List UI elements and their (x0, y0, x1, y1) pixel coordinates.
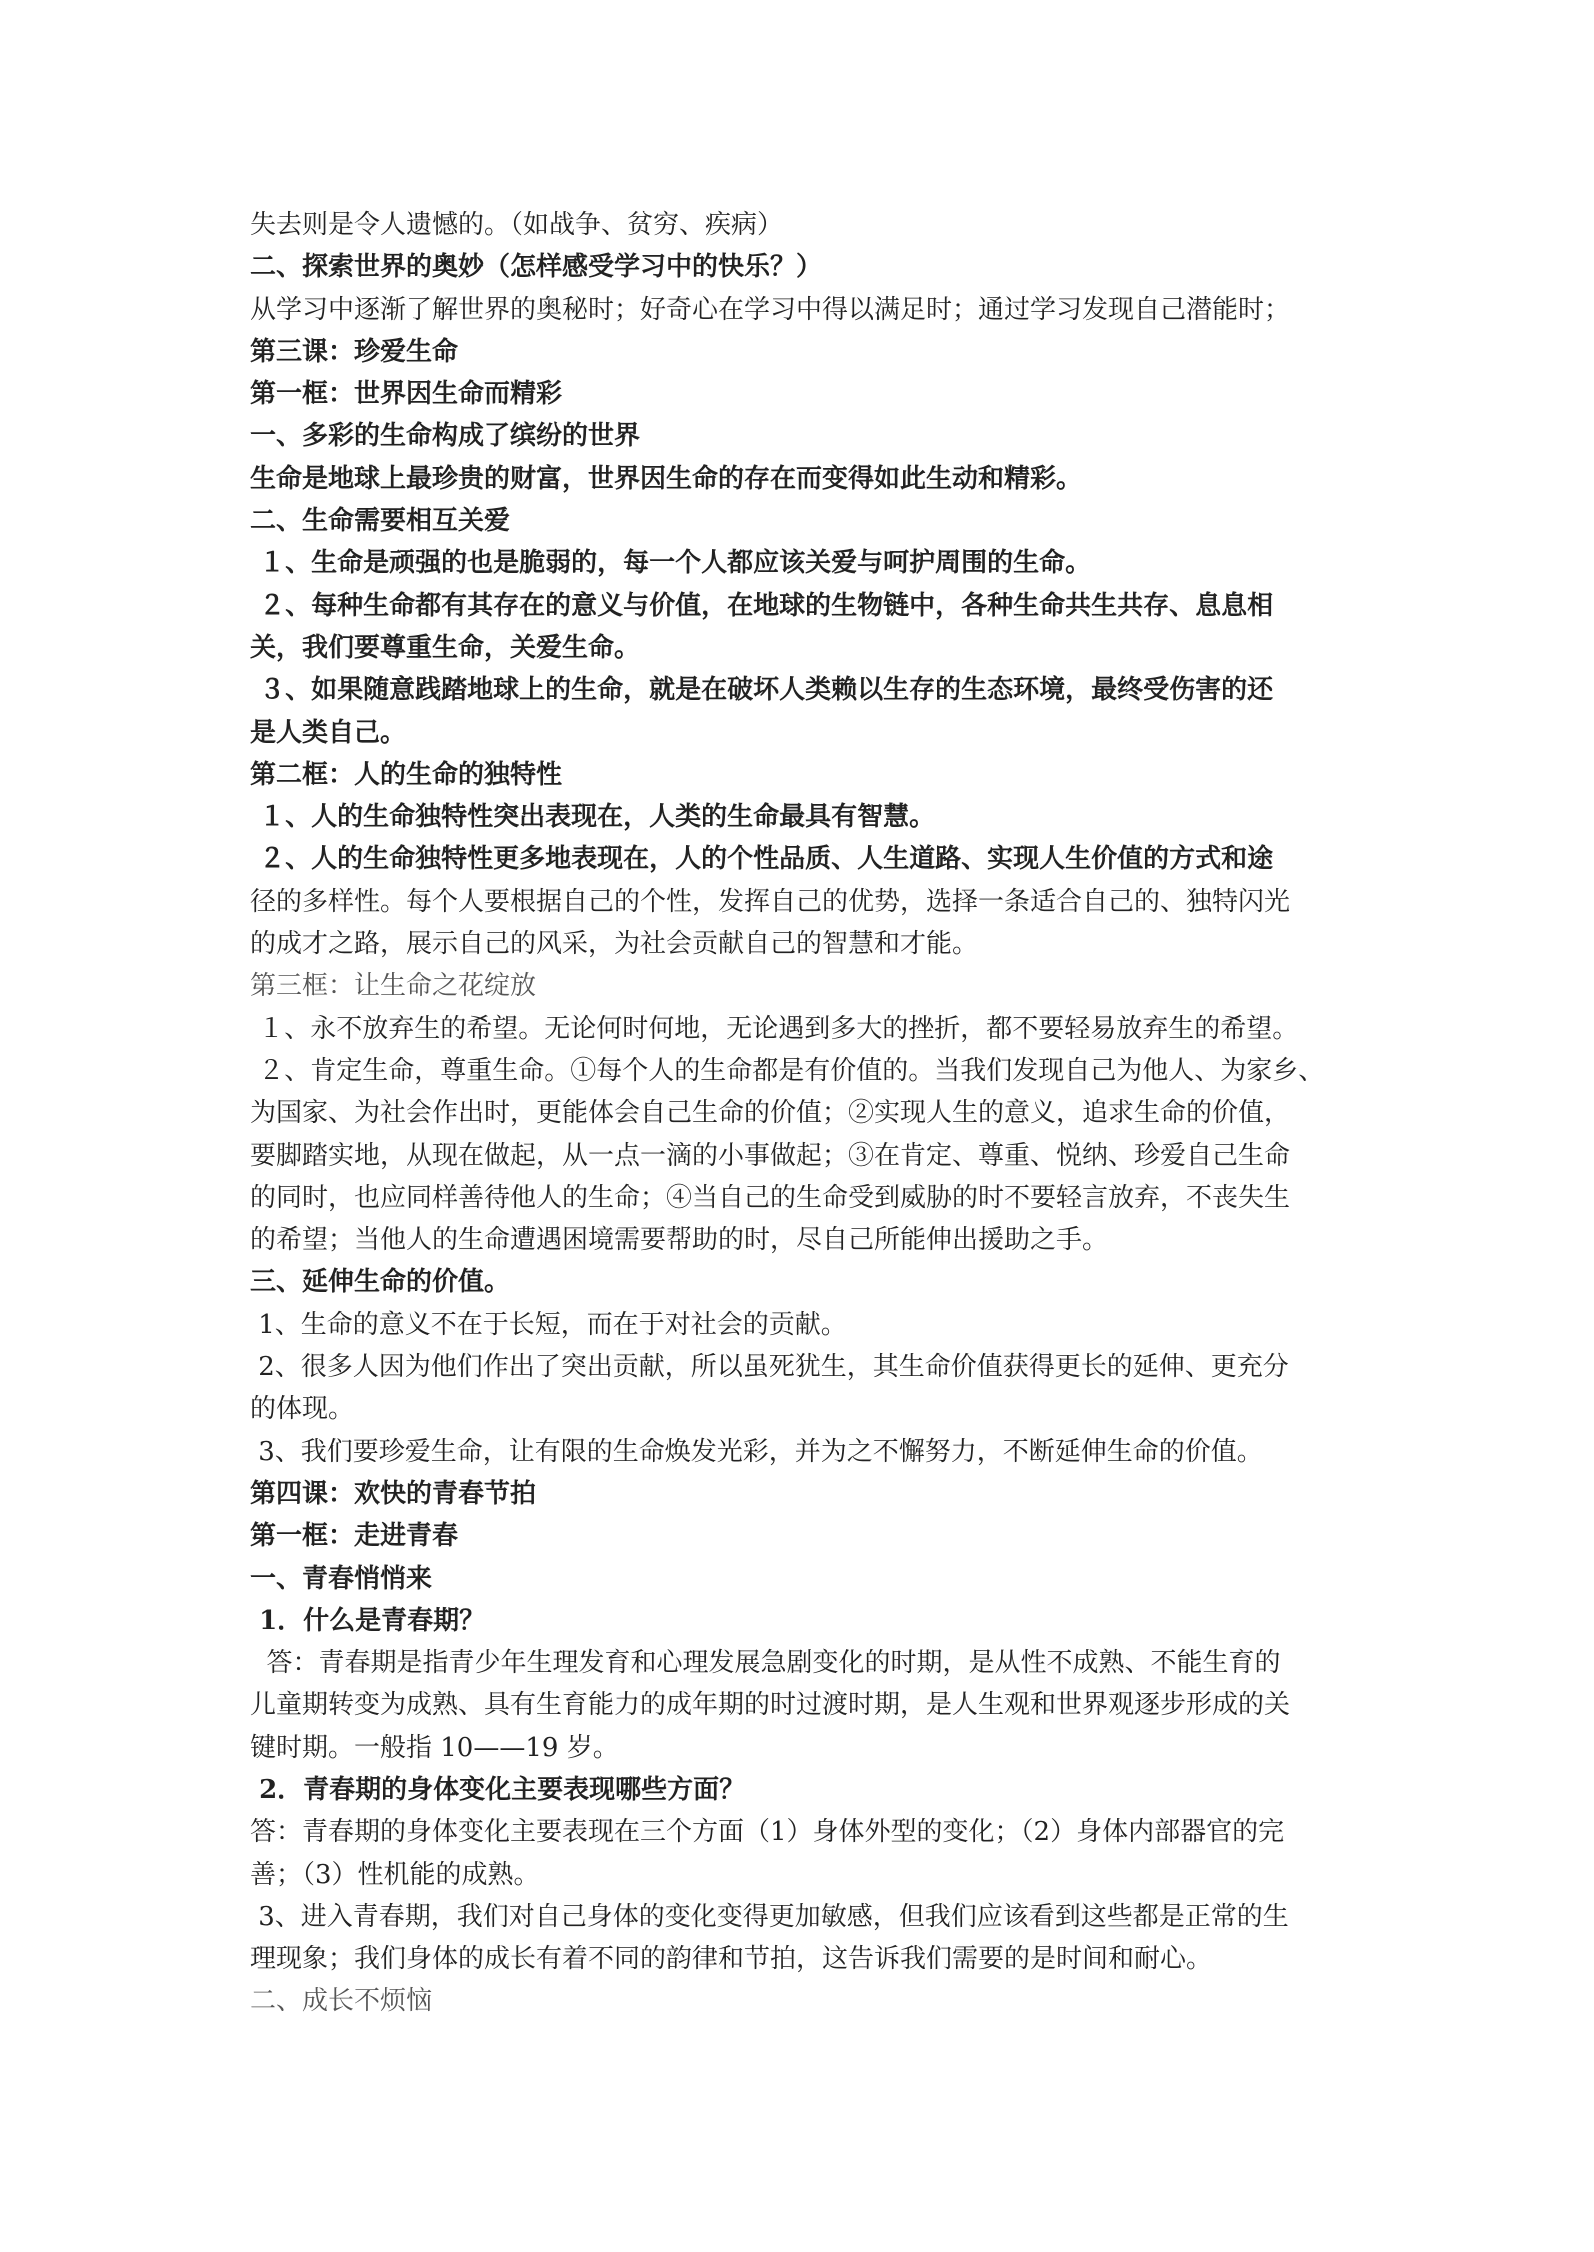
text-line: 儿童期转变为成熟、具有生育能力的成年期的时过渡时期，是人生观和世界观逐步形成的关 (250, 1690, 1291, 1721)
text-line: 一、多彩的生命构成了缤纷的世界 (250, 421, 641, 452)
text-line: 1、生命的意义不在于长短，而在于对社会的贡献。 (250, 1309, 847, 1340)
text-line: 二、成长不烦恼 (250, 1986, 433, 2017)
text-line: 的成才之路，展示自己的风采，为社会贡献自己的智慧和才能。 (250, 929, 979, 960)
text-line: 2、很多人因为他们作出了突出贡献，所以虽死犹生，其生命价值获得更长的延伸、更充分 (250, 1352, 1289, 1383)
document-body (250, 204, 1360, 2023)
text-line: 第一框：世界因生命而精彩 (250, 379, 563, 410)
text-line: 的希望；当他人的生命遭遇困境需要帮助的时，尽自己所能伸出援助之手。 (250, 1225, 1109, 1256)
text-line: ２、人的生命独特性更多地表现在，人的个性品质、人生道路、实现人生价值的方式和途 (250, 844, 1274, 875)
text-line: １、生命是顽强的也是脆弱的，每一个人都应该关爱与呵护周围的生命。 (250, 548, 1092, 579)
text-line: ２、肯定生命，尊重生命。①每个人的生命都是有价值的。当我们发现自己为他人、为家乡、 (250, 1055, 1325, 1086)
text-line: ２、每种生命都有其存在的意义与价值，在地球的生物链中，各种生命共生共存、息息相 (250, 590, 1274, 621)
text-line: 善；（3）性机能的成熟。 (250, 1859, 540, 1890)
text-line: 二、探索世界的奥妙（怎样感受学习中的快乐？） (250, 252, 823, 283)
text-line: 的同时，也应同样善待他人的生命；④当自己的生命受到威胁的时不要轻言放弃，不丧失生 (250, 1182, 1291, 1213)
text-line: 径的多样性。每个人要根据自己的个性，发挥自己的优势，选择一条适合自己的、独特闪光 (250, 886, 1291, 917)
text-line: 是人类自己。 (250, 717, 407, 748)
text-line: 3、我们要珍爱生命，让有限的生命焕发光彩，并为之不懈努力，不断延伸生命的价值。 (250, 1436, 1263, 1467)
text-line: 3、进入青春期，我们对自己身体的变化变得更加敏感，但我们应该看到这些都是正常的生 (250, 1901, 1289, 1932)
text-line: 第三框：让生命之花绽放 (250, 971, 537, 1002)
text-line: 理现象；我们身体的成长有着不同的韵律和节拍，这告诉我们需要的是时间和耐心。 (250, 1944, 1213, 1975)
text-line: ３、如果随意践踏地球上的生命，就是在破坏人类赖以生存的生态环境，最终受伤害的还 (250, 675, 1274, 706)
text-line: 第三课：珍爱生命 (250, 336, 459, 367)
text-line: 从学习中逐渐了解世界的奥秘时；好奇心在学习中得以满足时；通过学习发现自己潜能时； (250, 294, 1291, 325)
text-line: 的体现。 (250, 1394, 355, 1425)
text-line: 第一框：走进青春 (250, 1521, 459, 1552)
text-line: 关，我们要尊重生命，关爱生命。 (250, 632, 641, 663)
text-line: １、人的生命独特性突出表现在，人类的生命最具有智慧。 (250, 802, 936, 833)
text-line: 1．什么是青春期？ (250, 1605, 486, 1636)
text-line: 答：青春期是指青少年生理发育和心理发展急剧变化的时期，是从性不成熟、不能生育的 (250, 1648, 1281, 1679)
text-line: 为国家、为社会作出时，更能体会自己生命的价值；②实现人生的意义，追求生命的价值， (250, 1098, 1291, 1129)
text-line: 答：青春期的身体变化主要表现在三个方面（1）身体外型的变化；（2）身体内部器官的完 (250, 1817, 1285, 1848)
text-line: 键时期。一般指 10——19 岁。 (250, 1732, 619, 1763)
text-line: 第二框：人的生命的独特性 (250, 759, 563, 790)
text-line: 要脚踏实地，从现在做起，从一点一滴的小事做起；③在肯定、尊重、悦纳、珍爱自己生命 (250, 1140, 1291, 1171)
text-line: 第四课：欢快的青春节拍 (250, 1478, 537, 1509)
text-line: 二、生命需要相互关爱 (250, 506, 511, 537)
text-line: 三、延伸生命的价值。 (250, 1267, 511, 1298)
text-line: 一、青春悄悄来 (250, 1563, 433, 1594)
text-line: 生命是地球上最珍贵的财富，世界因生命的存在而变得如此生动和精彩。 (250, 463, 1083, 494)
text-line: １、永不放弃生的希望。无论何时何地，无论遇到多大的挫折，都不要轻易放弃生的希望。 (250, 1013, 1299, 1044)
text-line: 失去则是令人遗憾的。（如战争、贫穷、疾病） (250, 210, 784, 240)
text-line: 2．青春期的身体变化主要表现哪些方面？ (250, 1774, 746, 1805)
